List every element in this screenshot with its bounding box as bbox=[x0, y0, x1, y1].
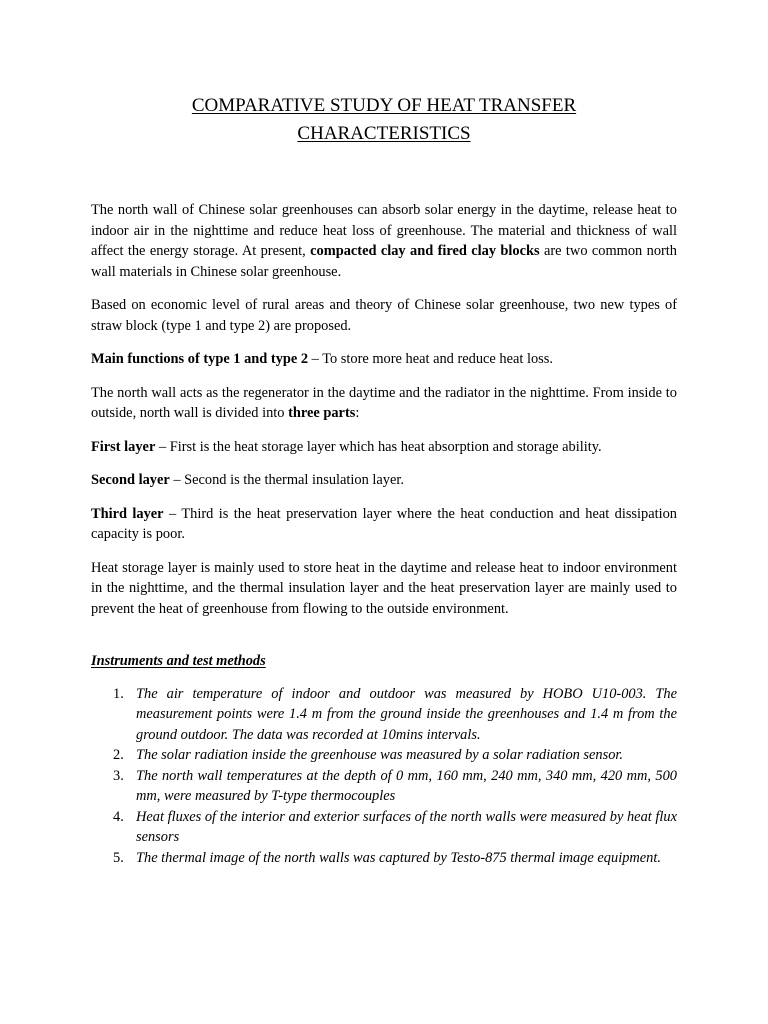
main-functions-label: Main functions of type 1 and type 2 bbox=[91, 351, 309, 367]
list-item: 3. The north wall temperatures at the depth of 0 mm, 160 mm, 240 mm, 340 mm, 420 mm, 500 mm, were measured by T-type thermocouples bbox=[113, 767, 677, 804]
first-layer-label: First layer bbox=[91, 438, 156, 455]
second-layer-label: Second layer bbox=[91, 472, 170, 488]
section-heading: Instruments and test methods bbox=[91, 653, 266, 669]
straw-block-paragraph: Based on economic level of rural areas and theory of Chinese solar greenhouse, two new types of straw block (type 1 and type 2) are proposed. bbox=[91, 297, 677, 334]
third-layer-label: Third layer bbox=[91, 505, 164, 522]
document-body bbox=[91, 200, 677, 868]
title-line-2: CHARACTERISTICS bbox=[297, 123, 471, 144]
list-item: 4. Heat fluxes of the interior and exterior surfaces of the north walls were measured by heat flux sensors bbox=[113, 808, 677, 845]
list-item: 1. The air temperature of indoor and outdoor was measured by HOBO U10-003. The measurement points were 1.4 m from the ground inside the greenhouses and 1.4 m from the ground outdoor. The data was recorded at 10mins intervals. bbox=[113, 685, 677, 743]
list-item: 2. The solar radiation inside the greenhouse was measured by a solar radiation sensor. bbox=[113, 747, 624, 763]
third-layer-paragraph: Third layer – Third is the heat preservation layer where the heat conduction and heat dissipation capacity is poor. bbox=[91, 505, 677, 542]
second-layer-paragraph: Second layer – Second is the thermal insulation layer. bbox=[91, 472, 404, 488]
main-functions-paragraph: Main functions of type 1 and type 2 – To store more heat and reduce heat loss. bbox=[91, 351, 553, 367]
list-item: 5. The thermal image of the north walls was captured by Testo-875 thermal image equipment. bbox=[113, 849, 661, 866]
intro-paragraph: The north wall of Chinese solar greenhouses can absorb solar energy in the daytime, release heat to indoor air in the nighttime and reduce heat loss of greenhouse. The material and thickness of wall affect the energy storage. At present, compacted clay and fired clay blocks are two common north wall materials in Chinese solar greenhouse. bbox=[91, 202, 678, 280]
methods-list bbox=[91, 684, 677, 869]
heat-storage-paragraph: Heat storage layer is mainly used to store heat in the daytime and release heat to indoor environment in the nighttime, and the thermal insulation layer and the heat preservation layer are mainly used to prevent the heat of greenhouse from flowing to the outside environment. bbox=[91, 559, 677, 617]
wall-materials-emphasis: compacted clay and fired clay blocks bbox=[310, 243, 540, 259]
north-wall-paragraph: The north wall acts as the regenerator in the daytime and the radiator in the nighttime. From inside to outside, north wall is divided into three parts: bbox=[91, 384, 677, 421]
three-parts-emphasis: three parts bbox=[288, 405, 356, 421]
title-line-1: COMPARATIVE STUDY OF HEAT TRANSFER bbox=[191, 95, 577, 116]
first-layer-paragraph: First layer – First is the heat storage layer which has heat absorption and storage ability. bbox=[91, 438, 602, 455]
page-title bbox=[0, 92, 768, 148]
